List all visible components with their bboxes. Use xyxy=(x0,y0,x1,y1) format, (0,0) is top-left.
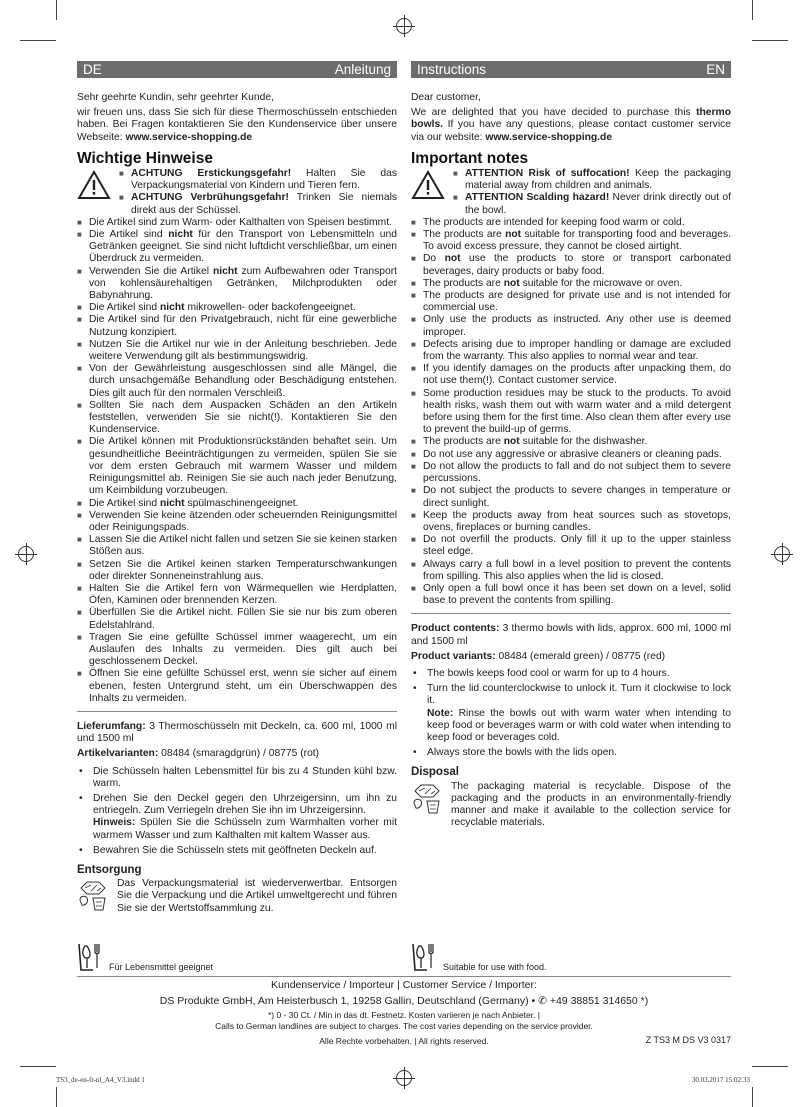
recycle-icon xyxy=(77,878,111,912)
list-item: • The bowls keeps food cool or warm for up to 4 hours. xyxy=(411,668,731,680)
list-item: ■ ATTENTION Risk of suffocation! Keep the packaging material away from children and animals. xyxy=(453,168,731,192)
warning-triangle-icon xyxy=(411,170,445,200)
de-warning-block xyxy=(77,168,397,217)
list-item: ■ Tragen Sie eine gefüllte Schüssel immer waagerecht, um ein Auslaufen des Inhalts zu vermeiden. Dies gilt auch bei geschlossenem Deckel. xyxy=(77,632,397,669)
list-item: ■ Verwenden Sie keine ätzenden oder scheuernden Reinigungsmittel oder Reinigungspads. xyxy=(77,510,397,534)
en-column xyxy=(411,92,731,829)
crop-mark xyxy=(752,40,788,41)
de-column xyxy=(77,92,397,915)
de-lang-code: DE xyxy=(83,62,102,77)
de-notes-title: Wichtige Hinweise xyxy=(77,149,213,167)
crop-mark xyxy=(752,1087,753,1107)
en-disposal-title: Disposal xyxy=(411,766,459,779)
en-disposal-text: The packaging material is recyclable. Dispose of the packaging and the products in an environmentally-friendly manner and make it available to the collection service for recyclable materials. xyxy=(451,780,731,829)
crop-mark xyxy=(20,40,56,41)
slug-date: 30.03.2017 15:02:33 xyxy=(691,1076,750,1084)
en-header-title: Instructions xyxy=(417,62,487,77)
list-item: ■ Überfüllen Sie die Artikel nicht. Füllen Sie sie nur bis zum oberen Edelstahlrand. xyxy=(77,607,397,631)
en-variants: Product variants: 08484 (emerald green) / 08775 (red) xyxy=(411,650,666,662)
list-item: ■ The products are not suitable for the dishwasher. xyxy=(411,436,731,448)
list-item: ■ Keep the products away from heat sources such as stovetops, ovens, fireplaces or burning candles. xyxy=(411,510,731,534)
list-item: • Always store the bowls with the lids open. xyxy=(411,747,731,759)
list-item: ■ Setzen Sie die Artikel keinen starken Temperaturschwankungen oder direkter Sonneneinstrahlung aus. xyxy=(77,559,397,583)
en-usage-list xyxy=(411,668,731,759)
list-item: ■ Die Artikel sind nicht spülmaschinengeeignet. xyxy=(77,498,397,510)
footer-divider xyxy=(77,976,731,977)
footer-cost-en: Calls to German landlines are subject to charges. The cost varies depending on the service provider. xyxy=(215,1021,593,1031)
registration-mark-icon xyxy=(18,546,34,562)
list-item: • Turn the lid counterclockwise to unlock it. Turn it clockwise to lock it. Note: Rinse the bowls out with warm water when intending to keep food or beverages warm or with cold water when intending to keep food or beverages cold. xyxy=(411,683,731,744)
list-item: ■ Halten Sie die Artikel fern von Wärmequellen wie Herdplatten, Öfen, Kaminen oder brennenden Kerzen. xyxy=(77,583,397,607)
list-item: ■ Die Artikel sind nicht mikrowellen- oder backofengeeignet. xyxy=(77,302,397,314)
de-notes-list xyxy=(77,217,397,705)
en-header-bar xyxy=(411,61,731,78)
crop-mark xyxy=(752,1066,788,1067)
list-item: ■ Only use the products as instructed. Any other use is deemed improper. xyxy=(411,314,731,338)
list-item: ■ Verwenden Sie die Artikel nicht zum Aufbewahren oder Transport von kohlensäurehaltigen Getränken, Milchprodukten oder Babynahrung. xyxy=(77,266,397,303)
en-greeting: Dear customer, xyxy=(411,92,481,103)
list-item: ■ Do not use any aggressive or abrasive cleaners or cleaning pads. xyxy=(411,449,731,461)
list-item: ■ Defects arising due to improper handling or damage are excluded from the warranty. This also applies to normal wear and tear. xyxy=(411,339,731,363)
de-disposal-title: Entsorgung xyxy=(77,863,142,876)
list-item: ■ Lassen Sie die Artikel nicht fallen und setzen Sie sie keinen starken Stößen aus. xyxy=(77,534,397,558)
footer-service: Kundenservice / Importeur | Customer Service / Importer: xyxy=(271,979,537,991)
list-item: ■ ATTENTION Scalding hazard! Never drink directly out of the bowl. xyxy=(453,192,731,216)
list-item: ■ ACHTUNG Erstickungsgefahr! Halten Sie das Verpackungsmaterial von Kindern und Tieren fern. xyxy=(119,168,397,192)
crop-mark xyxy=(20,1066,56,1067)
en-intro: We are delighted that you have decided to purchase this thermo bowls. If you have any questions, please contact customer service via our website: www.service-shopping.de xyxy=(411,107,731,143)
de-website-link[interactable]: www.service-shopping.de xyxy=(125,131,253,143)
list-item: ■ If you identify damages on the products after unpacking them, do not use them(!). Contact customer service. xyxy=(411,363,731,387)
list-item: • Drehen Sie den Deckel gegen den Uhrzeigersinn, um ihn zu entriegeln. Zum Verriegeln drehen Sie ihn im Uhrzeigersinn. Hinweis: Spülen Sie die Schüsseln zum Warmhalten vorher mit warmem Wasser und zum Kalthalten mit kaltem Wasser aus. xyxy=(77,793,397,842)
list-item: ■ The products are not suitable for the microwave or oven. xyxy=(411,278,731,290)
divider xyxy=(411,613,731,614)
en-notes-list xyxy=(411,217,731,608)
list-item: • Bewahren Sie die Schüsseln stets mit geöffneten Deckeln auf. xyxy=(77,845,397,857)
de-header-bar xyxy=(77,61,397,78)
list-item: ■ Do not allow the products to fall and do not subject them to severe percussions. xyxy=(411,461,731,485)
divider xyxy=(77,711,397,712)
en-lang-code: EN xyxy=(706,62,725,77)
de-intro: wir freuen uns, dass Sie sich für diese Thermoschüsseln entschieden haben. Bei Fragen kontaktieren Sie den Kundenservice über unsere Webseite: www.service-shopping.de xyxy=(77,107,397,143)
footer-cost-de: *) 0 - 30 Ct. / Min in das dt. Festnetz. Kosten variieren je nach Anbieter. | xyxy=(268,1010,540,1020)
de-greeting: Sehr geehrte Kundin, sehr geehrter Kunde, xyxy=(77,92,274,103)
crop-mark xyxy=(752,0,753,20)
footer-address: DS Produkte GmbH, Am Heisterbusch 1, 19258 Gallin, Deutschland (Germany) • ✆ +49 38851 314650 *) xyxy=(159,995,649,1007)
de-disposal-text: Das Verpackungsmaterial ist wiederverwertbar. Entsorgen Sie die Verpackung und die Artikel umweltgerecht und führen Sie sie der Wertstoffsammlung zu. xyxy=(117,878,397,914)
list-item: ■ Some production residues may be stuck to the products. To avoid health risks, wash them out with warm water and a mild detergent before using them for the first time. Also clean them after every use to prevent the build-up of germs. xyxy=(411,388,731,437)
en-contents: Product contents: 3 thermo bowls with lids, approx. 600 ml, 1000 ml and 1500 ml xyxy=(411,623,731,647)
slug-filename: TS3_de-en-fr-nl_A4_V3.indd 1 xyxy=(56,1076,145,1084)
list-item: ■ Die Artikel sind für den Privatgebrauch, nicht für eine gewerbliche Nutzung konzipiert. xyxy=(77,314,397,338)
list-item: ■ Sollten Sie nach dem Auspacken Schäden an den Artikeln feststellen, verwenden Sie sie nicht(!). Kontaktieren Sie den Kundenservice. xyxy=(77,400,397,437)
list-item: ■ Von der Gewährleistung ausgeschlossen sind alle Mängel, die durch unsachgemäße Behandlung oder Beschädigung entstehen. Dies gilt auch für den normalen Verschleiß. xyxy=(77,363,397,400)
en-notes-title: Important notes xyxy=(411,149,529,167)
footer-rights: Alle Rechte vorbehalten. | All rights reserved. xyxy=(319,1036,489,1046)
list-item: • Die Schüsseln halten Lebensmittel für bis zu 4 Stunden kühl bzw. warm. xyxy=(77,766,397,790)
en-disposal-block xyxy=(411,781,731,830)
list-item: ■ Öffnen Sie eine gefüllte Schüssel erst, wenn sie sicher auf einem ebenen, festen Untergrund steht, um ein Überschwappen des Inhalts zu vermeiden. xyxy=(77,668,397,705)
list-item: ■ The products are not suitable for transporting food and beverages. To avoid excess pressure, they cannot be closed airtight. xyxy=(411,229,731,253)
list-item: ■ ACHTUNG Verbrühungsgefahr! Trinken Sie niemals direkt aus der Schüssel. xyxy=(119,192,397,216)
list-item: ■ Do not overfill the products. Only fill it up to the upper stainless steel edge. xyxy=(411,534,731,558)
list-item: ■ The products are designed for private use and is not intended for commercial use. xyxy=(411,290,731,314)
de-disposal-block xyxy=(77,878,397,915)
registration-mark-icon xyxy=(396,1070,412,1086)
de-header-title: Anleitung xyxy=(334,62,391,77)
list-item: ■ Do not use the products to store or transport carbonated beverages, dairy products or baby food. xyxy=(411,253,731,277)
food-safe-icon xyxy=(77,942,103,972)
food-safe-icon xyxy=(411,942,437,972)
list-item: ■ Die Artikel sind zum Warm- oder Kalthalten von Speisen bestimmt. xyxy=(77,217,397,229)
list-item: ■ Die Artikel können mit Produktionsrückständen behaftet sein. Um gesundheitliche Beeinträchtigungen zu vermeiden, spülen Sie sie vor dem ersten Gebrauch mit warmem Wasser und mildem Reinigungsmittel ab. Reinigen Sie sie auch nach jeder Benutzung, um Keimbildung vorzubeugen. xyxy=(77,436,397,497)
en-food-safe-label: Suitable for use with food. xyxy=(443,962,547,972)
en-food-safe xyxy=(411,942,547,972)
de-variants: Artikelvarianten: 08484 (smaragdgrün) / 08775 (rot) xyxy=(77,748,320,760)
crop-mark xyxy=(56,1087,57,1107)
footer-doc-code: Z TS3 M DS V3 0317 xyxy=(645,1035,731,1045)
de-usage-list xyxy=(77,766,397,857)
de-food-safe xyxy=(77,942,213,972)
list-item: ■ Always carry a full bowl in a level position to prevent the contents from spilling. This also applies when the lid is closed. xyxy=(411,559,731,583)
list-item: ■ Do not subject the products to severe changes in temperature or direct sunlight. xyxy=(411,485,731,509)
list-item: ■ Nutzen Sie die Artikel nur wie in der Anleitung beschrieben. Jede weitere Verwendung gilt als bestimmungswidrig. xyxy=(77,339,397,363)
list-item: ■ Die Artikel sind nicht für den Transport von Lebensmitteln und Getränken geeignet. Sie sind nicht luftdicht verschließbar, um einen Überdruck zu vermeiden. xyxy=(77,229,397,266)
en-website-link[interactable]: www.service-shopping.de xyxy=(485,131,613,143)
recycle-icon xyxy=(411,781,445,815)
de-contents: Lieferumfang: 3 Thermoschüsseln mit Deckeln, ca. 600 ml, 1000 ml und 1500 ml xyxy=(77,720,397,745)
crop-mark xyxy=(56,0,57,20)
list-item: ■ Only open a full bowl once it has been set down on a level, solid base to prevent the contents from spilling. xyxy=(411,583,731,607)
registration-mark-icon xyxy=(774,546,790,562)
warning-triangle-icon xyxy=(77,170,111,200)
en-warning-block xyxy=(411,168,731,217)
de-food-safe-label: Für Lebensmittel geeignet xyxy=(109,962,214,972)
registration-mark-icon xyxy=(396,18,412,34)
list-item: ■ The products are intended for keeping food warm or cold. xyxy=(411,217,731,229)
